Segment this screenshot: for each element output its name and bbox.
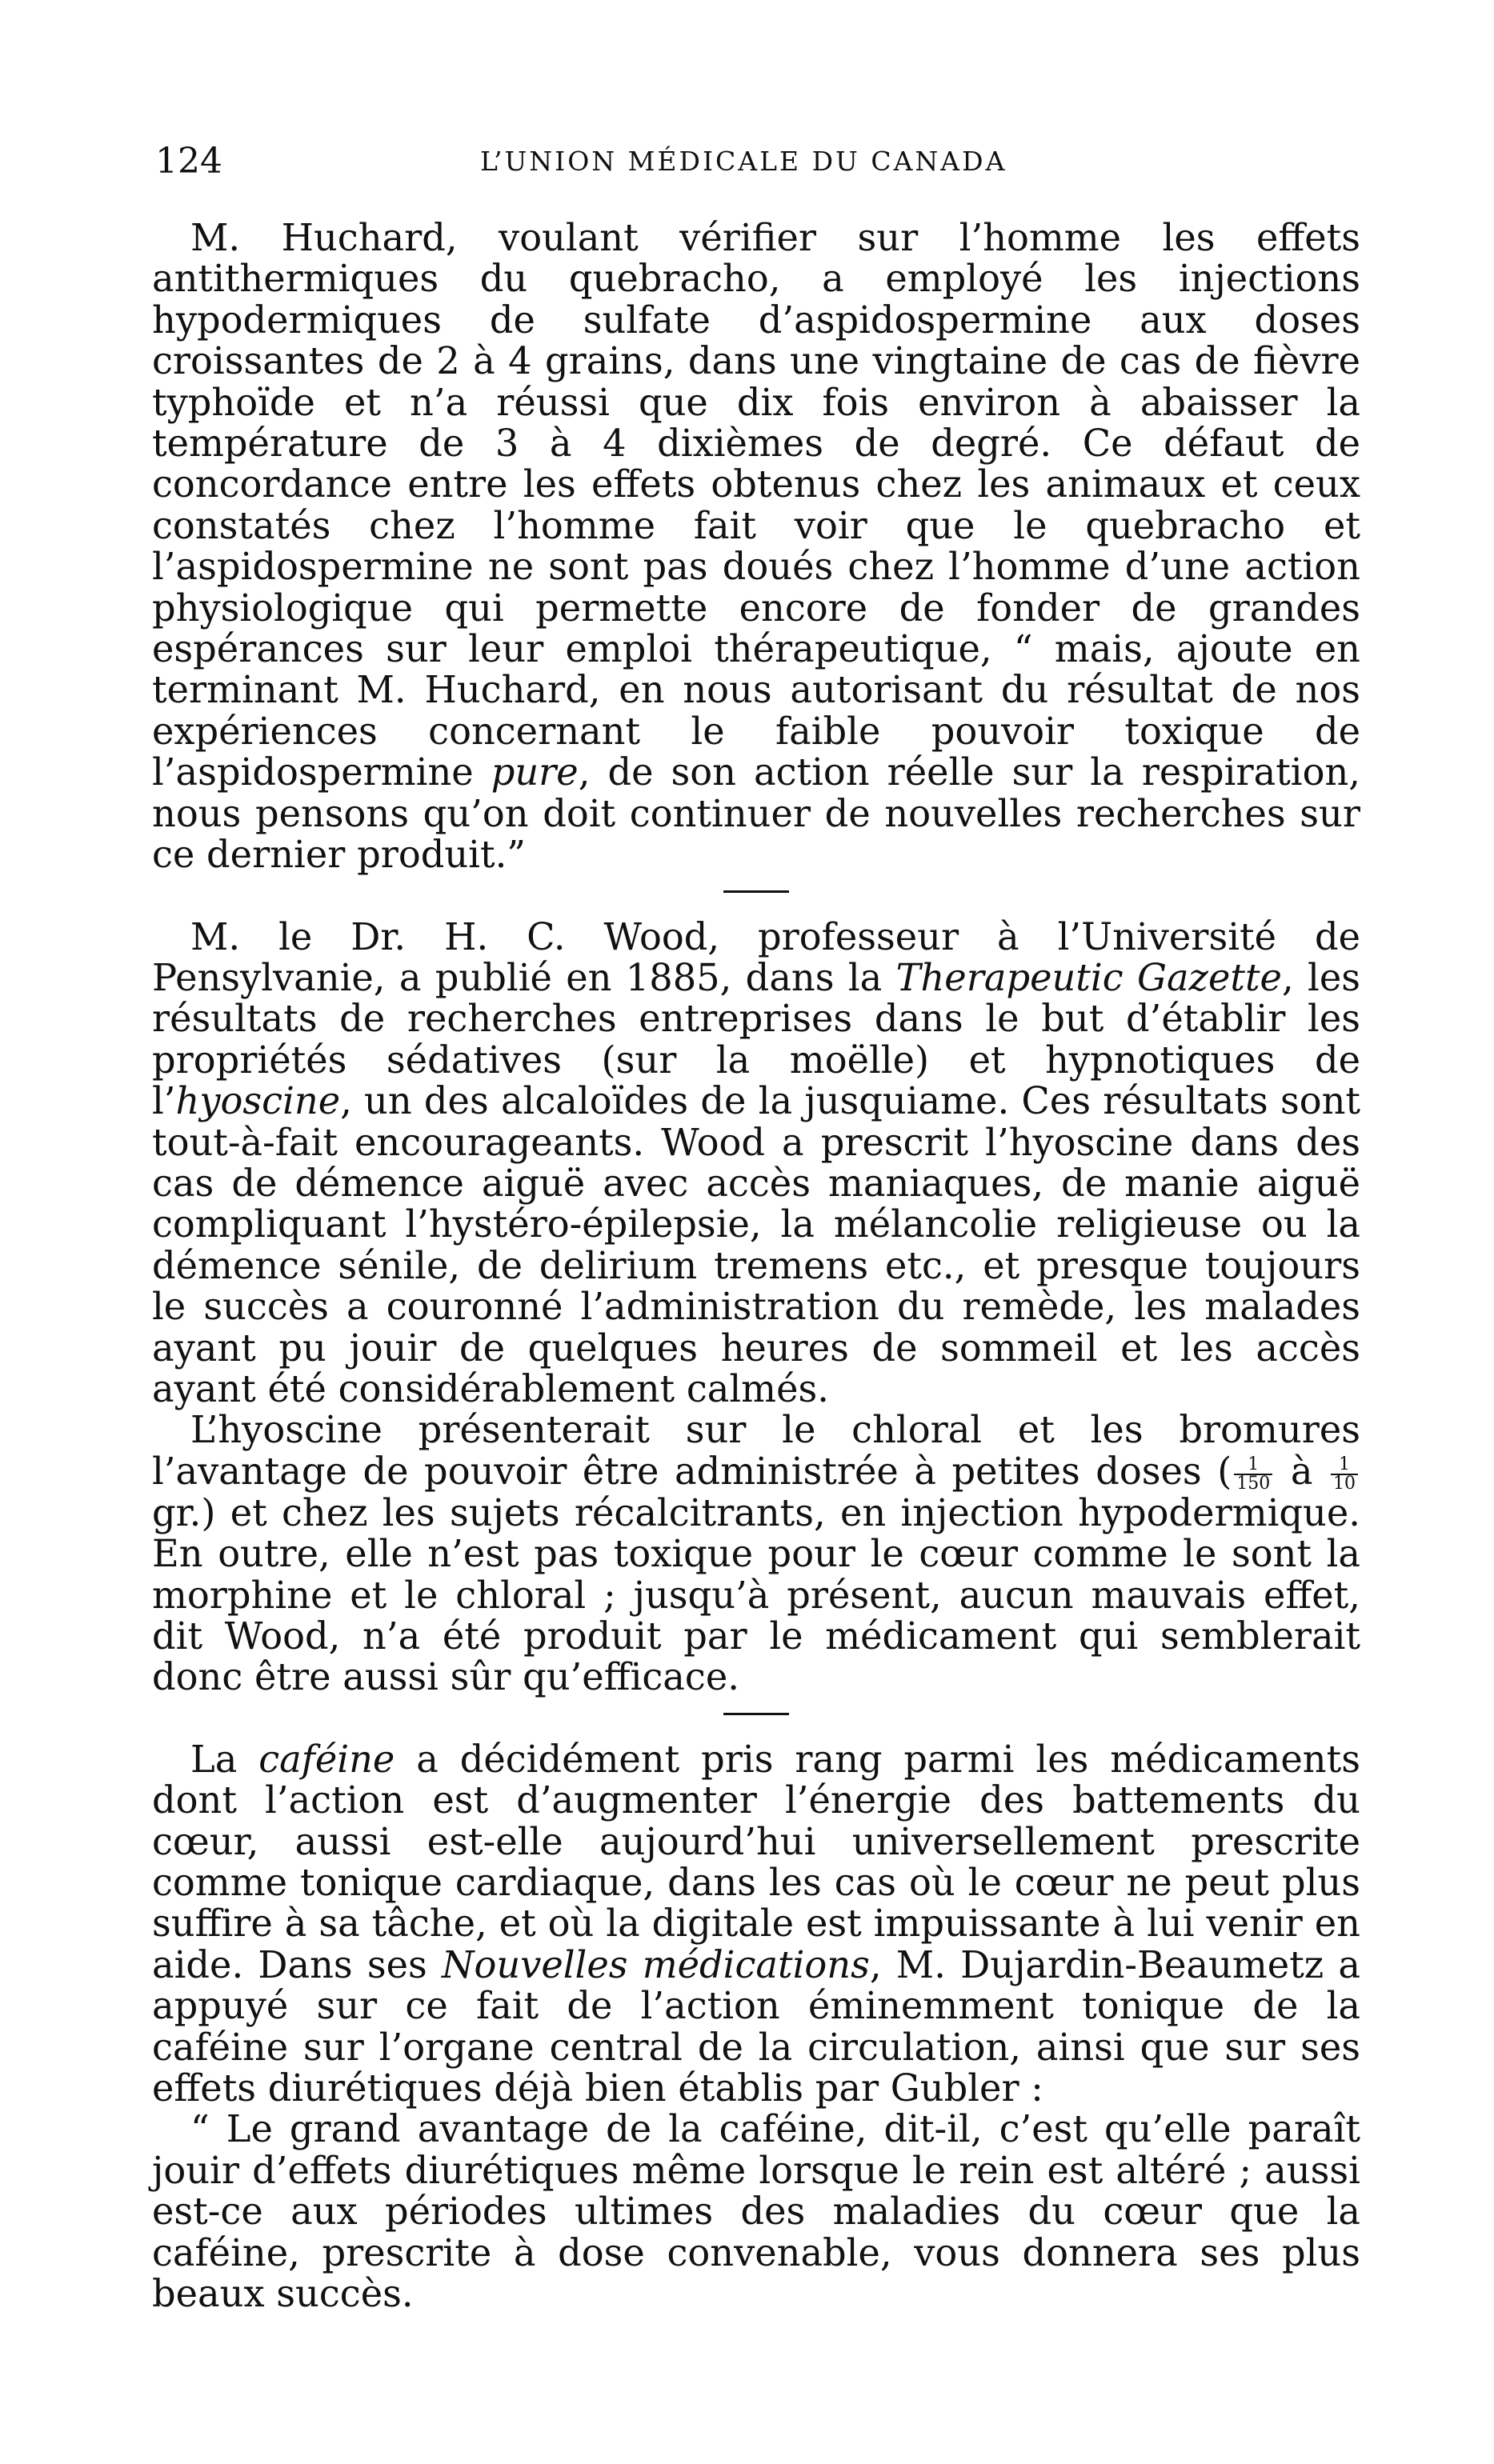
running-head: L’UNION MÉDICALE DU CANADA [480, 146, 1007, 177]
paragraph-text: , M. Dujardin-Beaumetz a appuyé sur ce fait de l’action éminemment tonique de la caféine sur l’organe central de la circulation, ainsi que sur ses effets diurétiques déjà bien établis par Gubler : [152, 1942, 1360, 2110]
italic-cafeine: caféine [258, 1737, 395, 1781]
fraction-one-10th [1331, 1456, 1358, 1493]
paragraph-hyoscine [152, 1410, 1360, 1698]
paragraph-text: M. Huchard, voulant vérifier sur l’homme les effets antithermiques du quebracho, a employé les injections hypodermiques de sulfate d’aspidospermine aux doses croissantes de 2 à 4 grains, dans une vingtaine de cas de fièvre typhoïde et n’a réussi que dix fois environ à abaisser la température de 3 à 4 dixièmes de degré. Ce défaut de concordance entre les effets obtenus chez les animaux et ceux constatés chez l’homme fait voir que le quebracho et l’aspidospermine ne sont pas doués chez l’homme d’une action physiologique qui permette encore de fonder de grandes espérances sur leur emploi thérapeutique, “ mais, ajoute en terminant M. Huchard, en nous autorisant du résultat de nos expériences concernant le faible pouvoir toxique de l’aspidospermine [152, 216, 1360, 794]
paragraph-text: , de son action réelle sur la respiration, nous pensons qu’on doit continuer de nouvelles recherches sur ce dernier produit.” [152, 750, 1361, 877]
paragraph-text: L’hyoscine présenterait sur le chloral et les bromures l’avantage de pouvoir être administrée à petites doses ( [152, 1408, 1360, 1493]
paragraph-text: a décidément pris rang parmi les médicaments dont l’action est d’augmenter l’énergie des battements du cœur, aussi est-elle aujourd’hui universellement prescrite comme tonique cardiaque, dans les cas où le cœur ne peut plus suffire à sa tâche, et où la digitale est impuissante à lui venir en aide. Dans ses [152, 1737, 1360, 1986]
page-body [152, 218, 1360, 2315]
italic-therapeutic-gazette: Therapeutic Gazette [895, 955, 1282, 999]
paragraph-wood [152, 914, 1360, 1410]
italic-pure: pure [491, 750, 579, 794]
fraction-denominator: 10 [1332, 1473, 1356, 1494]
fraction-denominator: 150 [1236, 1473, 1271, 1494]
fraction-numerator: 1 [1234, 1456, 1272, 1475]
section-separator [723, 1713, 789, 1715]
fraction-numerator: 1 [1331, 1456, 1358, 1475]
section-separator [723, 890, 789, 893]
paragraph-text: La [190, 1737, 259, 1781]
paragraph-cafeine [152, 1739, 1360, 2110]
paragraph-text: “ Le grand avantage de la caféine, dit-il, c’est qu’elle paraît jouir d’effets diurétiques même lorsque le rein est altéré ; aussi est-ce aux périodes ultimes des maladies du cœur que la caféine, prescrite à dose convenable, vous donnera ses plus beaux succès. [152, 2107, 1360, 2316]
paragraph-text: , les résultats de recherches entreprises dans le but d’établir les propriétés sédatives (sur la moëlle) et hypnotiques de l’ [152, 955, 1360, 1123]
paragraph-huchard [152, 218, 1360, 876]
page-number: 124 [155, 141, 222, 182]
paragraph-text: gr.) et chez les sujets récalcitrants, en injection hypodermique. En outre, elle n’est pas toxique pour le cœur comme le sont la morphine et le chloral ; jusqu’à présent, aucun mauvais effet, dit Wood, n’a été produit par le médicament qui semblerait donc être aussi sûr qu’efficace. [152, 1490, 1360, 1699]
page-header [144, 138, 1376, 186]
paragraph-quote [152, 2109, 1360, 2314]
paragraph-text: , un des alcaloïdes de la jusquiame. Ces résultats sont tout-à-fait encourageants. Wood a prescrit l’hyoscine dans des cas de démence aiguë avec accès maniaques, de manie aiguë compliquant l’hystéro-épilepsie, la mélancolie religieuse ou la démence sénile, de delirium tremens etc., et presque toujours le succès a couronné l’administration du remède, les malades ayant pu jouir de quelques heures de sommeil et les accès ayant été considérablement calmés. [152, 1079, 1360, 1410]
paragraph-text: M. le Dr. H. C. Wood, professeur à l’Université de Pensylvanie, a publié en 1885, dans la [152, 914, 1360, 999]
fraction-one-150th [1234, 1456, 1272, 1493]
italic-hyoscine: hyoscine [175, 1079, 341, 1123]
italic-nouvelles-medications: Nouvelles médications [442, 1942, 870, 1986]
paragraph-text: à [1275, 1449, 1328, 1493]
